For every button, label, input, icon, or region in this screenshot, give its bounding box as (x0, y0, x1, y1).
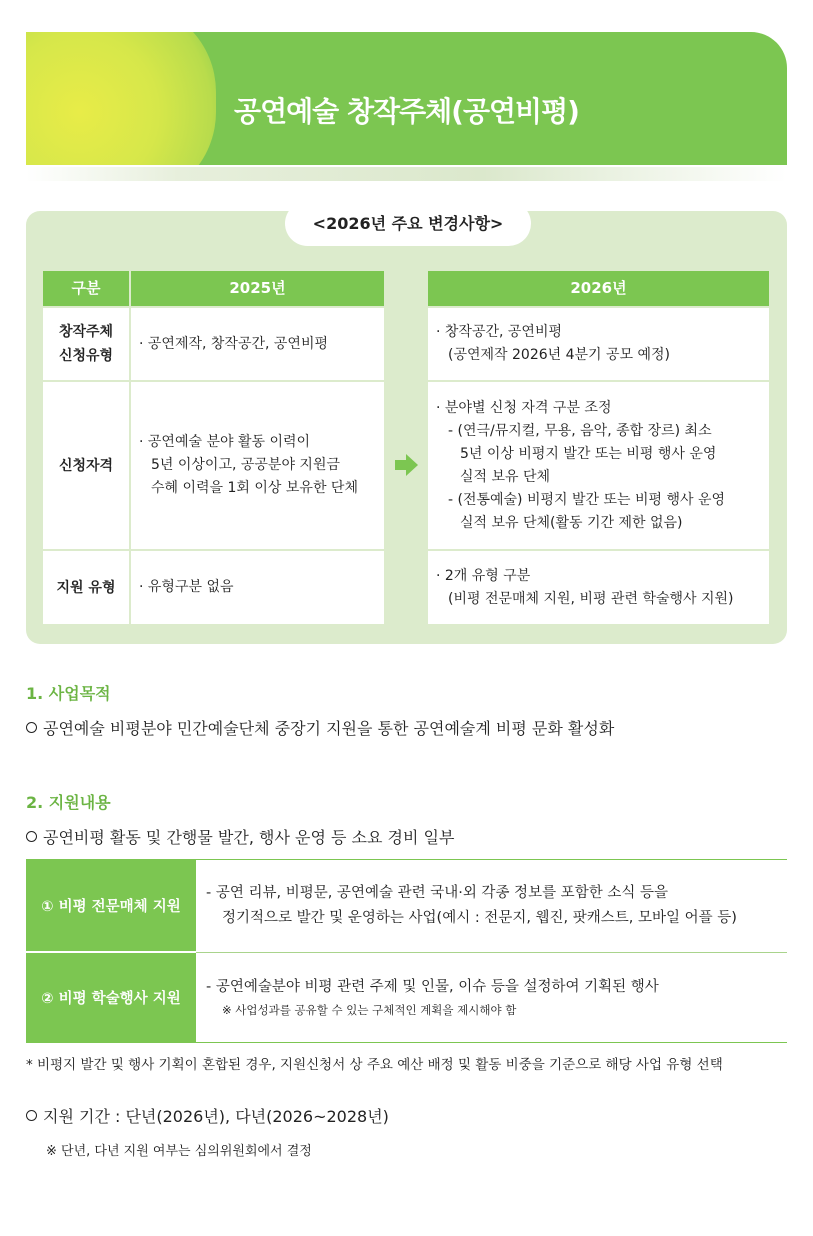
desc-line: - 공연 리뷰, 비평문, 공연예술 관련 국내·외 각종 정보를 포함한 소식 등을 (206, 884, 668, 901)
header-category: 구분 (43, 271, 129, 306)
cell-line: · 분야별 신청 자격 구분 조정 (436, 399, 612, 416)
support-type-row (26, 953, 787, 1042)
cell-line: - (전통예술) 비평지 발간 또는 비평 행사 운영 (448, 491, 726, 508)
cell-2026-support-type (428, 551, 769, 624)
label-line: 창작주체 (58, 324, 114, 340)
cell-2025-eligibility (131, 382, 384, 549)
cell-2026-eligibility (428, 382, 769, 549)
cell-line: (비평 전문매체 지원, 비평 관련 학술행사 지원) (448, 590, 734, 607)
section2-heading: 2. 지원내용 (26, 793, 111, 812)
section2-text (26, 825, 454, 848)
section1-heading: 1. 사업목적 (26, 684, 111, 703)
cell-line: 수혜 이력을 1회 이상 보유한 단체 (151, 480, 358, 496)
footnote: * 비평지 발간 및 행사 기획이 혼합된 경우, 지원신청서 상 주요 예산 배정 및 활동 비중을 기준으로 해당 사업 유형 선택 (26, 1057, 723, 1073)
support-types-table (26, 859, 787, 1043)
cell-2025-support-type (131, 551, 384, 624)
label-line: 신청유형 (58, 348, 114, 364)
header-2025: 2025년 (131, 271, 384, 306)
support-type-desc (206, 953, 659, 1042)
desc-line: 정기적으로 발간 및 운영하는 사업(예시 : 전문지, 웹진, 팟캐스트, 모바일 어플 등) (222, 909, 737, 926)
section2-text-value: 공연비평 활동 및 간행물 발간, 행사 운영 등 소요 경비 일부 (43, 828, 455, 847)
support-type-row (26, 860, 787, 951)
section1-text (26, 716, 614, 739)
support-type-label: ② 비평 학술행사 지원 (26, 953, 196, 1042)
cell-2025-application-type (131, 308, 384, 380)
support-type-label: ① 비평 전문매체 지원 (26, 860, 196, 951)
support-period-note: ※ 단년, 다년 지원 여부는 심의위원회에서 결정 (46, 1144, 312, 1159)
changes-title: <2026년 주요 변경사항> (285, 201, 531, 246)
section1-text-value: 공연예술 비평분야 민간예술단체 중장기 지원을 통한 공연예술계 비평 문화 활성화 (43, 719, 615, 738)
row-label-eligibility (43, 382, 129, 549)
cell-line: - (연극/뮤지컬, 무용, 음악, 종합 장르) 최소 (448, 422, 712, 439)
row-label-support-type (43, 551, 129, 624)
support-period (26, 1104, 389, 1127)
support-type-desc (206, 860, 737, 951)
cell-line: · 공연제작, 창작공간, 공연비평 (139, 335, 328, 352)
desc-line: - 공연예술분야 비평 관련 주제 및 인물, 이슈 등을 설정하여 기획된 행사 (206, 979, 659, 995)
header-2026: 2026년 (428, 271, 769, 306)
cell-line: 5년 이상이고, 공공분야 지원금 (151, 457, 340, 473)
label-line: 지원 유형 (56, 579, 116, 596)
cell-2026-application-type (428, 308, 769, 380)
circle-bullet-icon (26, 722, 37, 733)
circle-bullet-icon (26, 1110, 37, 1121)
support-period-value: 지원 기간 : 단년(2026년), 다년(2026~2028년) (43, 1107, 389, 1126)
header-banner (26, 32, 787, 165)
desc-note: ※ 사업성과를 공유할 수 있는 구체적인 계획을 제시해야 함 (222, 1003, 517, 1017)
cell-line: · 2개 유형 구분 (436, 567, 531, 584)
page-title: 공연예술 창작주체(공연비평) (234, 95, 579, 128)
row-label-application-type (43, 308, 129, 380)
cell-line: (공연제작 2026년 4분기 공모 예정) (448, 347, 671, 363)
circle-bullet-icon (26, 831, 37, 842)
cell-line: · 유형구분 없음 (139, 579, 234, 595)
cell-line: · 창작공간, 공연비평 (436, 324, 562, 340)
cell-line: · 공연예술 분야 활동 이력이 (139, 434, 311, 450)
label-line: 신청자격 (58, 457, 114, 474)
cell-line: 5년 이상 비평지 발간 또는 비평 행사 운영 (460, 445, 717, 462)
cell-line: 실적 보유 단체 (460, 468, 551, 485)
cell-line: 실적 보유 단체(활동 기간 제한 없음) (460, 514, 683, 531)
banner-shadow (26, 167, 787, 181)
